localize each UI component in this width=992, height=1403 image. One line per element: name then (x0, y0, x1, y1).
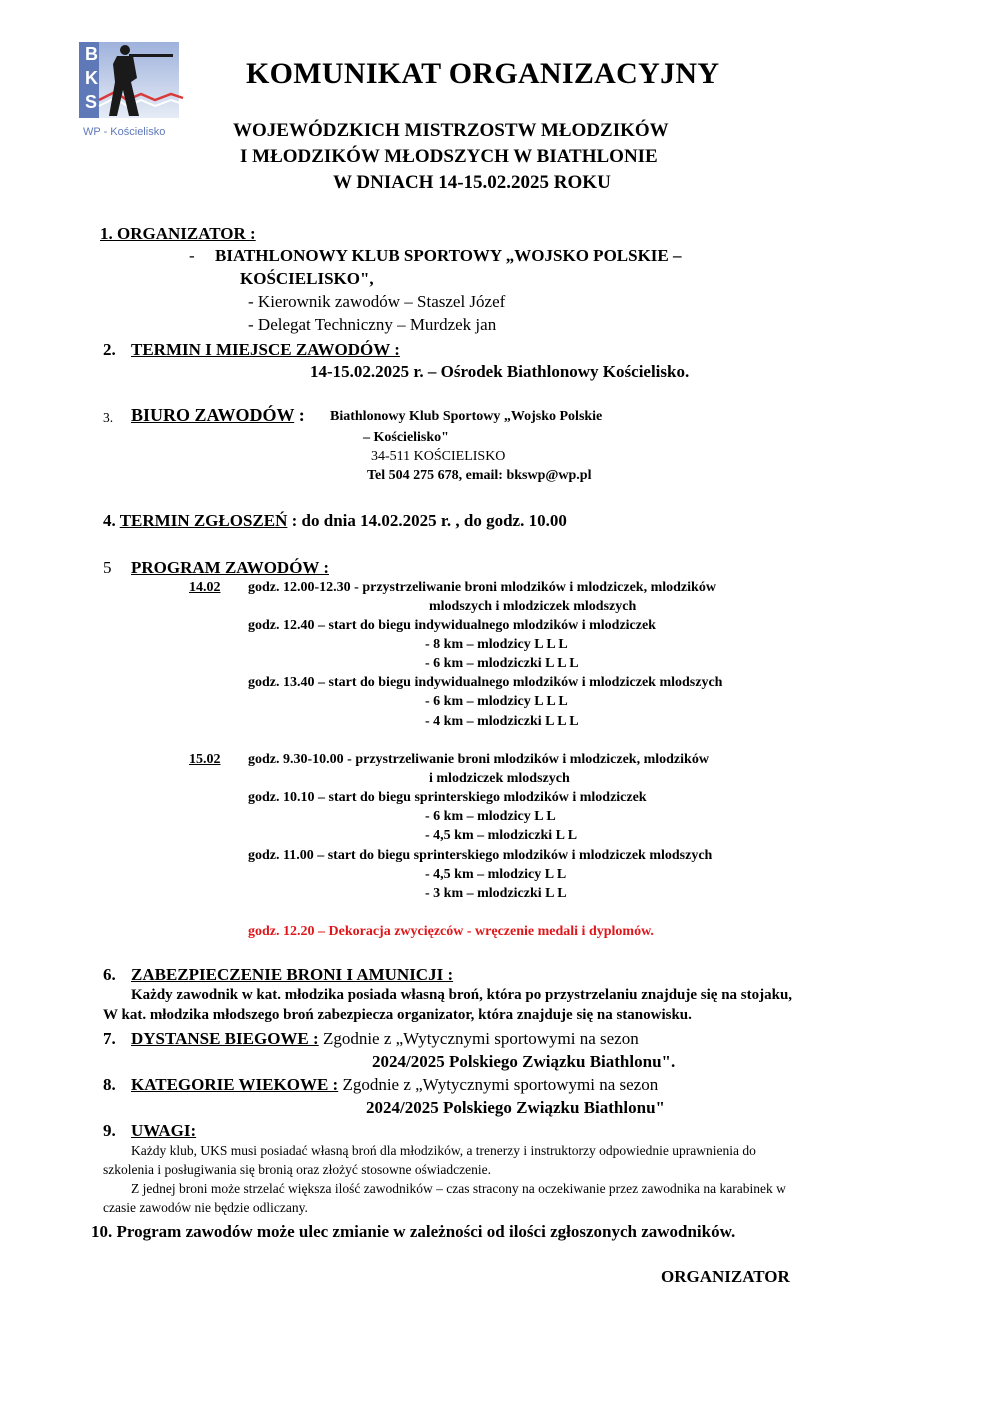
section-5-number: 5 (103, 558, 112, 577)
section-5-heading: PROGRAM ZAWODÓW : (131, 558, 330, 577)
weapons-line-2: W kat. młodzika młodszego broń zabezpiecza organizator, która znajduje się na stanowisku. (103, 1007, 692, 1023)
day-2-date: 15.02 (189, 752, 221, 767)
date-and-venue: 14-15.02.2025 r. – Ośrodek Biathlonowy Kościelisko. (310, 362, 690, 381)
distances-text: Zgodnie z „Wytycznymi sportowymi na sezon (318, 1029, 639, 1048)
weapons-line-1: Każdy zawodnik w kat. młodzika posiada własną broń, która po przystrzelaniu znajduje się na stojaku, (131, 987, 793, 1003)
section-8-number: 8. (103, 1075, 116, 1094)
day-2-line-6: godz. 11.00 – start do biegu sprinterskiego mlodzików i mlodziczek mlodszych (248, 848, 713, 863)
office-contact: Tel 504 275 678, email: bkswp@wp.pl (367, 468, 592, 483)
day-2-line-7: - 4,5 km – mlodzicy L L (425, 867, 567, 882)
day-2-line-5: - 4,5 km – mlodziczki L L (425, 828, 578, 843)
technical-delegate: - Delegat Techniczny – Murdzek jan (248, 315, 497, 334)
notes-line-1: Każdy klub, UKS musi posiadać własną broń dla młodzików, a trenerzy i instruktorzy odpowiednie uprawnienia do (131, 1143, 756, 1158)
section-6-number: 6. (103, 965, 116, 984)
section-3-number: 3. (103, 410, 114, 425)
section-7-heading: DYSTANSE BIEGOWE : (131, 1029, 319, 1048)
logo-caption: WP - Kościelisko (83, 126, 166, 138)
logo-letter-s: S (85, 92, 98, 112)
day-1-line-2: mlodszych i mlodziczek mlodszych (429, 599, 637, 614)
notes-line-2: szkolenia i posługiwania się bronią oraz złożyć stosowne oświadczenie. (103, 1162, 491, 1177)
day-1-line-3: godz. 12.40 – start do biegu indywidualnego mlodzików i mlodziczek (248, 618, 656, 633)
section-3-colon: : (294, 405, 305, 425)
subtitle-line-2: I MŁODZIKÓW MŁODSZYCH W BIATHLONIE (240, 146, 658, 167)
day-1-line-4: - 8 km – mlodzicy L L L (425, 637, 568, 652)
office-name-line-1: Biathlonowy Klub Sportowy „Wojsko Polskie (330, 409, 603, 424)
registration-deadline: : do dnia 14.02.2025 r. , do godz. 10.00 (287, 511, 567, 530)
notes-line-4: czasie zawodów nie będzie odliczany. (103, 1200, 308, 1215)
logo-letter-b: B (85, 44, 98, 64)
day-1-line-8: - 4 km – mlodziczki L L L (425, 714, 579, 729)
section-3-heading: BIURO ZAWODÓW (131, 405, 295, 425)
organizer-name-line-2: KOŚCIELISKO", (240, 269, 374, 288)
section-2-number: 2. (103, 340, 116, 359)
medal-ceremony: godz. 12.20 – Dekoracja zwycięzców - wręczenie medali i dyplomów. (248, 924, 654, 939)
section-4-heading: TERMIN ZGŁOSZEŃ (119, 511, 288, 530)
day-2-line-3: godz. 10.10 – start do biegu sprinterskiego mlodzików i mlodziczek (248, 790, 647, 805)
section-6-heading: ZABEZPIECZENIE BRONI I AMUNICJI : (131, 965, 454, 984)
club-logo (79, 42, 189, 144)
notes-line-3: Z jednej broni może strzelać większa ilość zawodników – czas stracony na oczekiwanie przez zawodnika na karabinek w (131, 1181, 786, 1196)
categories-text: Zgodnie z „Wytycznymi sportowymi na sezon (338, 1075, 659, 1094)
day-2-line-4: - 6 km – mlodzicy L L (425, 809, 556, 824)
section-1-dash: - (189, 246, 195, 265)
logo-letter-k: K (85, 68, 98, 88)
categories-source: 2024/2025 Polskiego Związku Biathlonu" (366, 1098, 665, 1117)
competition-manager: - Kierownik zawodów – Staszel Józef (248, 292, 506, 311)
section-7-number: 7. (103, 1029, 116, 1048)
section-2-heading: TERMIN I MIEJSCE ZAWODÓW : (131, 340, 400, 359)
day-1-line-6: godz. 13.40 – start do biegu indywidualnego mlodzików i mlodziczek mlodszych (248, 675, 723, 690)
day-2-line-2: i mlodziczek mlodszych (429, 771, 570, 786)
organizer-signature: ORGANIZATOR (661, 1267, 790, 1286)
section-4-number: 4. (103, 511, 116, 530)
subtitle-line-1: WOJEWÓDZKICH MISTRZOSTW MŁODZIKÓW (233, 120, 669, 141)
distances-source: 2024/2025 Polskiego Związku Biathlonu". (372, 1052, 676, 1071)
section-9-heading: UWAGI: (131, 1121, 197, 1140)
office-address: 34-511 KOŚCIELISKO (371, 449, 506, 464)
day-2-line-1: godz. 9.30-10.00 - przystrzeliwanie broni mlodzików i mlodziczek, mlodzików (248, 752, 709, 767)
organizer-name-line-1: BIATHLONOWY KLUB SPORTOWY „WOJSKO POLSKIE – (215, 246, 682, 265)
office-name-line-2: – Kościelisko" (363, 430, 449, 445)
day-1-line-5: - 6 km – mlodziczki L L L (425, 656, 579, 671)
section-8-heading: KATEGORIE WIEKOWE : (131, 1075, 339, 1094)
day-2-line-8: - 3 km – mlodziczki L L (425, 886, 567, 901)
page-title: KOMUNIKAT ORGANIZACYJNY (246, 57, 720, 90)
day-1-line-7: - 6 km – mlodzicy L L L (425, 694, 568, 709)
section-9-number: 9. (103, 1121, 116, 1140)
program-change-note: 10. Program zawodów może ulec zmianie w zależności od ilości zgłoszonych zawodników. (91, 1222, 736, 1241)
day-1-date: 14.02 (189, 580, 221, 595)
section-1-heading: 1. ORGANIZATOR : (100, 224, 256, 243)
subtitle-line-3: W DNIACH 14-15.02.2025 ROKU (333, 172, 611, 193)
day-1-line-1: godz. 12.00-12.30 - przystrzeliwanie broni mlodzików i mlodziczek, mlodzików (248, 580, 716, 595)
